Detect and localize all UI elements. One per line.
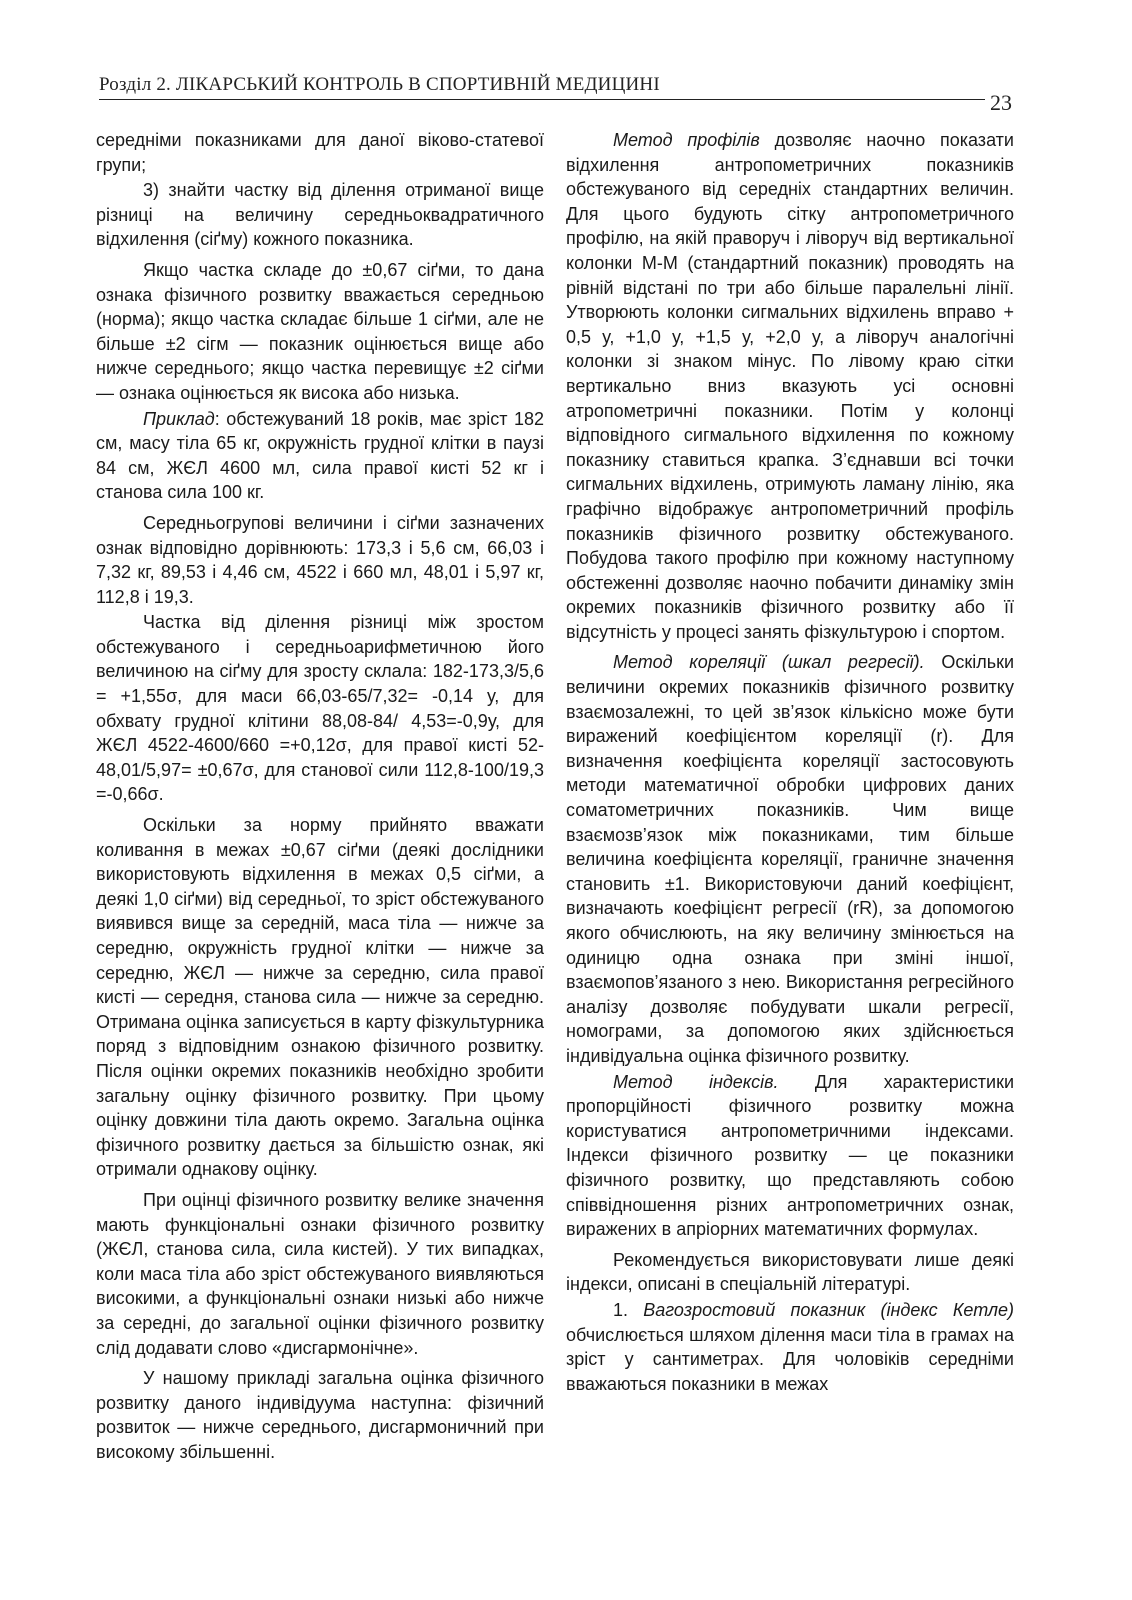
paragraph: Оскільки за норму прийнято вважати коливання в межах ±0,67 сіґми (деякі дослідники використовують відхилення в межах 0,5 сіґми, а деякі 1,0 сіґми) від середньої, то зріст обстежуваного виявився вище за середній, маса тіла — нижче за середню, окружність грудної клітки — нижче за середню, ЖЄЛ — нижче за середню, сила правої кисті — середня, станова сила — нижче за середню. Отримана оцінка записується в карту фізкультурника поряд з відповідним ознакою фізичного розвитку. Після оцінки окремих показників необхідно зробити загальну оцінку фізичного розвитку. При цьому оцінку довжини тіла дають окремо. Загальна оцінка фізичного розвитку дається за більшістю ознак, які отримали однакову оцінку. (96, 815, 544, 1180)
emphasis: Метод профілів (613, 130, 760, 150)
left-column (96, 128, 544, 1464)
paragraph: У нашому прикладі загальна оцінка фізичного розвитку даного індивідуума наступна: фізичний розвиток — нижче середнього, дисгармоничний при високому збільшенні. (96, 1368, 544, 1462)
paragraph: Частка від ділення різниці між зростом обстежуваного і середньоарифметичною його величиною на сіґму для зросту склала: 182-173,3/5,6 = +1,55σ, для маси 66,03-65/7,32= -0,14 у, для обхвату грудної клітини 88,08-84/ 4,53=-0,9у, для ЖЄЛ 4522-4600/660 =+0,12σ, для правої кисті 52-48,01/5,97= ±0,67σ, для станової сили 112,8-100/19,3 =-0,66σ. (96, 612, 544, 805)
paragraph: Метод профілів дозволяє наочно показати відхилення антропометричних показників обстежуваного від середніх стандартних величин. Для цього будують сітку антропометричного профілю, на якій праворуч і ліворуч від вертикальної колонки М-М (стандартний показник) проводять на рівній відстані по три або більше паралельні лінії. Утворюють колонки сигмальних відхилень вправо + 0,5 у, +1,0 у, +1,5 у, +2,0 у, а ліворуч аналогічні колонки зі знаком мінус. По лівому краю сітки вертикально вниз вказують усі основні атропометричні показники. Потім у колонці відповідного сигмального відхилення по кожному показнику ставиться крапка. З’єднавши всі точки сигмальних відхилень, отримують ламану лінію, яка графічно відображує антропометричний профіль показників фізичного розвитку обстежуваного. Побудова такого профілю при кожному наступному обстеженні дозволяє наочно побачити динаміку змін окремих показників фізичного розвитку або її відсутність у процесі занять фізкультурою і спортом. (566, 130, 1014, 642)
emphasis: Приклад (143, 408, 215, 429)
paragraph: При оцінці фізичного розвитку велике значення мають функціональні ознаки фізичного розвитку (ЖЄЛ, станова сила, сила кистей). У тих випадках, коли маса тіла або зріст обстежуваного виявляються високими, а функціональні ознаки низькі або нижче за середні, до загальної оцінки фізичного розвитку слід додавати слово «дисгармонічне». (96, 1189, 544, 1358)
paragraph: Приклад: обстежуваний 18 років, має зріст 182 см, масу тіла 65 кг, окружність грудної клітки в паузі 84 см, ЖЄЛ 4600 мл, сила правої кисті 52 кг і станова сила 100 кг. (96, 408, 544, 503)
paragraph: Рекомендується використовувати лише деякі індекси, описані в спеціальній літературі. (566, 1249, 1014, 1295)
section-title: Розділ 2. ЛІКАРСЬКИЙ КОНТРОЛЬ В СПОРТИВНІЙ МЕДИЦИНІ (99, 74, 660, 95)
emphasis: Вагозростовий показник (індекс Кетле) (643, 1299, 1014, 1320)
paragraph: 1. Вагозростовий показник (індекс Кетле) обчислюється шляхом ділення маси тіла в грамах на зріст у сантиметрах. Для чоловіків середніми вважаються показники в межах (566, 1299, 1014, 1394)
running-header (99, 74, 985, 100)
paragraph: 3) знайти частку від ділення отриманої вище різниці на величину середньоквадратичного відхилення (сіґму) кожного показника. (96, 180, 544, 250)
paragraph: Якщо частка складе до ±0,67 сіґми, то дана ознака фізичного розвитку вважається середньою (норма); якщо частка складає більше 1 сіґми, але не більше ±2 сігм — показник оцінюється вище або нижче середнього; якщо частка перевищує ±2 сіґми — ознака оцінюється як висока або низька. (96, 259, 544, 403)
page-number: 23 (990, 90, 1012, 115)
emphasis: Метод кореляції (шкал регресії). (613, 652, 925, 673)
emphasis: Метод індексів. (613, 1071, 779, 1092)
paragraph: Метод кореляції (шкал регресії). Оскільки величини окремих показників фізичного розвитку взаємозалежні, то цей зв’язок кількісно може бути виражений коефіцієнтом кореляції (r). Для визначення коефіцієнта кореляції застосовують методи математичної обробки цифрових даних соматометричних показників. Чим вище взаємозв’язок між показниками, тим більше величина коефіцієнта кореляції, граничне значення становить ±1. Використовуючи даний коефіцієнт, визначають коефіцієнт регресії (rR), за допомогою якого обчислюють, на яку величину змінюється на одиницю одна ознака при зміні іншої, взаємопов’язаного з нею. Використання регресійного аналізу дозволяє побудувати шкали регресії, номограми, за допомогою яких здійснюється індивідуальна оцінка фізичного розвитку. (566, 652, 1015, 1066)
paragraph: середніми показниками для даної віково-статевої групи; (96, 130, 544, 175)
paragraph: Середньогрупові величини і сіґми зазначених ознак відповідно дорівнюють: 173,3 і 5,6 см, 66,03 і 7,32 кг, 89,53 і 4,46 см, 4522 і 660 мл, 48,01 і 5,97 кг, 112,8 і 19,3. (96, 512, 544, 607)
right-column (566, 128, 1014, 1396)
paragraph: Метод індексів. Для характеристики пропорційності фізичного розвитку можна користуватися антропометричними індексами. Індекси фізичного розвитку — це показники фізичного розвитку, що представляють собою співвідношення різних антропометричних ознак, виражених в апріорних математичних формулах. (566, 1071, 1014, 1240)
